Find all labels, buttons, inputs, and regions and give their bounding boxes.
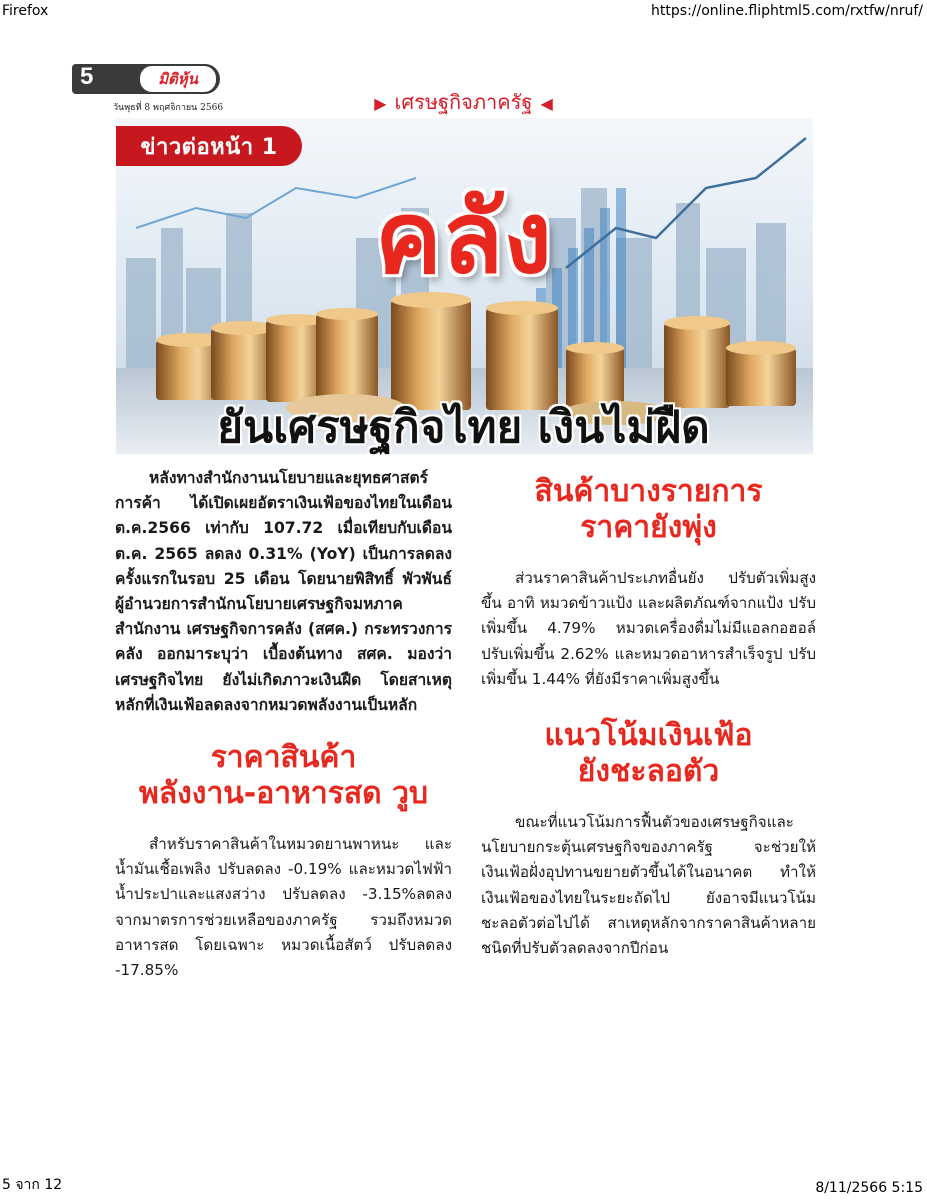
- continued-from-front-badge: ข่าวต่อหน้า 1: [116, 126, 302, 166]
- browser-app-name: Firefox: [2, 3, 49, 19]
- page-number: 5: [80, 63, 94, 90]
- section1-heading-line2: พลังงาน-อาหารสด วูบ: [139, 776, 428, 812]
- section-name: เศรษฐกิจภาครัฐ: [394, 90, 533, 114]
- arrow-left-icon: ◀: [540, 94, 553, 113]
- section3-heading: [481, 718, 816, 790]
- section2-heading-line1: สินค้าบางรายการ: [534, 474, 763, 509]
- section-label: [0, 86, 927, 118]
- section2-heading: [481, 474, 816, 546]
- headline-main: คลัง: [374, 179, 552, 296]
- article-left-column: [115, 466, 452, 983]
- section2-body: ส่วนราคาสินค้าประเภทอื่นยัง ปรับตัวเพิ่มสูงขึ้น อาทิ หมวดข้าวแป้ง และผลิตภัณฑ์จากแป้ง ปรับเพิ่มขึ้น 4.79% หมวดเครื่องดื่มไม่มีแอลกอฮอล์ ปรับเพิ่มขึ้น 2.62% และหมวดอาหารสำเร็จรูป ปรับเพิ่มขึ้น 1.44% ที่ยังมีราคาเพิ่มสูงขึ้น: [481, 569, 816, 688]
- section1-heading-line1: ราคาสินค้า: [210, 740, 357, 776]
- section3-heading-line1: แนวโน้มเงินเฟ้อ: [544, 718, 753, 754]
- logo-text: มิติหุ้น: [158, 70, 198, 88]
- browser-url[interactable]: https://online.fliphtml5.com/rxtfw/nruf/: [651, 3, 923, 19]
- arrow-right-icon: ▶: [374, 94, 387, 113]
- section3-heading-line2: ยังชะลอตัว: [577, 754, 720, 790]
- headline-sub: ยันเศรษฐกิจไทย เงินไม่ฝืด: [217, 402, 710, 453]
- section3-body: ขณะที่แนวโน้มการฟื้นตัวของเศรษฐกิจและนโยบายกระตุ้นเศรษฐกิจของภาครัฐ จะช่วยให้เงินเฟ้อฝั่งอุปทานขยายตัวขึ้นได้ในอนาคต ทำให้เงินเฟ้อของไทยในระยะถัดไป ยังอาจมีแนวโน้มชะลอตัวต่อไปได้ สาเหตุหลักจากราคาสินค้าหลายชนิดที่ปรับตัวลดลงจากปีก่อน: [481, 813, 816, 958]
- article-lead: หลังทางสำนักงานนโยบายและยุทธศาสตร์การค้า ได้เปิดเผยอัตราเงินเฟ้อของไทยในเดือนต.ค.2566 เท่ากับ 107.72 เมื่อเทียบกับเดือนต.ค. 2565 ลดลง 0.31% (YoY) เป็นการลดลงครั้งแรกในรอบ 25 เดือน โดยนายพิสิทธิ์ พัวพันธ์ ผู้อำนวยการสำนักนโยบายเศรษฐกิจมหภาค สำนักงาน เศรษฐกิจการคลัง (สศค.) กระทรวงการคลัง ออกมาระบุว่า เบื้องต้นทาง สศค. มองว่าเศรษฐกิจไทย ยังไม่เกิดภาวะเงินฝืด โดยสาเหตุหลักที่เงินเฟ้อลดลงจากหมวดพลังงานเป็นหลัก: [115, 469, 452, 714]
- section2-heading-line2: ราคายังพุ่ง: [580, 510, 717, 545]
- article-right-column: [481, 474, 816, 961]
- section1-heading: [115, 740, 452, 812]
- print-datetime: 8/11/2566 5:15: [815, 1180, 923, 1196]
- issue-date: วันพุธที่ 8 พฤศจิกายน 2566: [113, 103, 224, 113]
- section1-body: สำหรับราคาสินค้าในหมวดยานพาหนะ และน้ำมันเชื้อเพลิง ปรับลดลง -0.19% และหมวดไฟฟ้า น้ำประปาและแสงสว่าง ปรับลดลง -3.15%ลดลงจากมาตรการช่วยเหลือของภาครัฐ รวมถึงหมวดอาหารสด โดยเฉพาะ หมวดเนื้อสัตว์ ปรับลดลง -17.85%: [115, 835, 452, 980]
- page-status: 5 จาก 12: [2, 1177, 63, 1193]
